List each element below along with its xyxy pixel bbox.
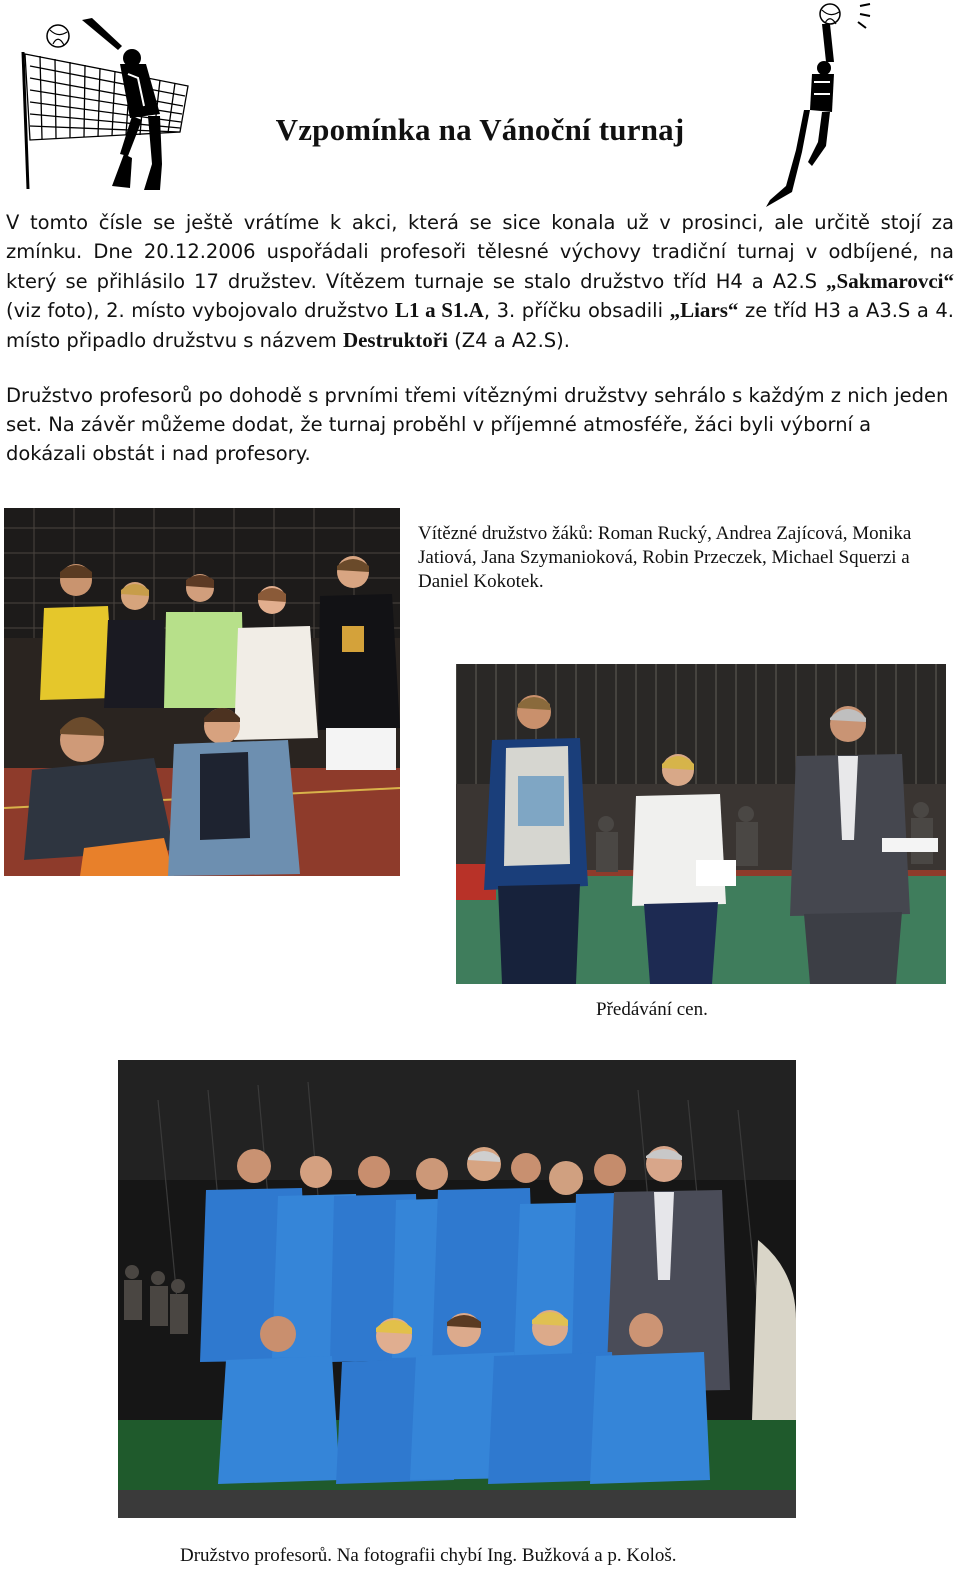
intro-paragraph — [6, 209, 954, 356]
awards-photo — [456, 664, 946, 984]
article-title: Vzpomínka na Vánoční turnaj — [275, 112, 685, 147]
team-destruktori: Destruktoři — [342, 328, 448, 353]
volleyball-net-player-icon — [20, 14, 195, 192]
second-paragraph: Družstvo profesorů po dohodě s prvními třemi vítěznými družstvy sehrálo s každým z nich jeden set. Na závěr můžeme dodat, že turnaj proběhl v příjemné atmosféře, žáci byli výborní a dokázali obstát i nad profesory. — [6, 384, 949, 465]
team-liars: „Liars“ — [669, 298, 739, 323]
team-sakmarovci: „Sakmarovci“ — [826, 268, 954, 293]
intro-text-2: (viz foto), 2. místo vybojovalo družstvo — [6, 299, 395, 323]
teachers-photo — [118, 1060, 796, 1518]
winners-caption: Vítězné družstvo žáků: Roman Rucký, Andrea Zajícová, Monika Jatiová, Jana Szymanioková, Robin Przeczek, Michael Squerzi a Daniel Kokotek. — [418, 523, 912, 592]
teachers-caption: Družstvo profesorů. Na fotografii chybí Ing. Bužková a p. Kološ. — [180, 1545, 677, 1566]
intro-text-4: ze tříd H3 a A3.S a 4. místo připadlo družstvu s názvem — [6, 299, 955, 353]
intro-text-1: V tomto čísle se ještě vrátíme k akci, která se sice konala už v prosinci, ale určitě stojí za zmínku. Dne 20.12.2006 uspořádali profesoři tělesné výchovy tradiční turnaj v odbíjené, na který se přihlásilo 17 družstev. Vítězem turnaje se stalo družstvo tříd H4 a A2.S — [6, 211, 954, 293]
team-l1-s1a: L1 a S1.A — [395, 298, 484, 323]
volleyball-jumping-player-icon — [752, 2, 876, 210]
intro-text-3: , 3. příčku obsadili — [483, 299, 670, 323]
intro-text-5: (Z4 a A2.S). — [447, 329, 570, 353]
awards-caption: Předávání cen. — [596, 999, 708, 1020]
winners-photo — [4, 508, 400, 876]
